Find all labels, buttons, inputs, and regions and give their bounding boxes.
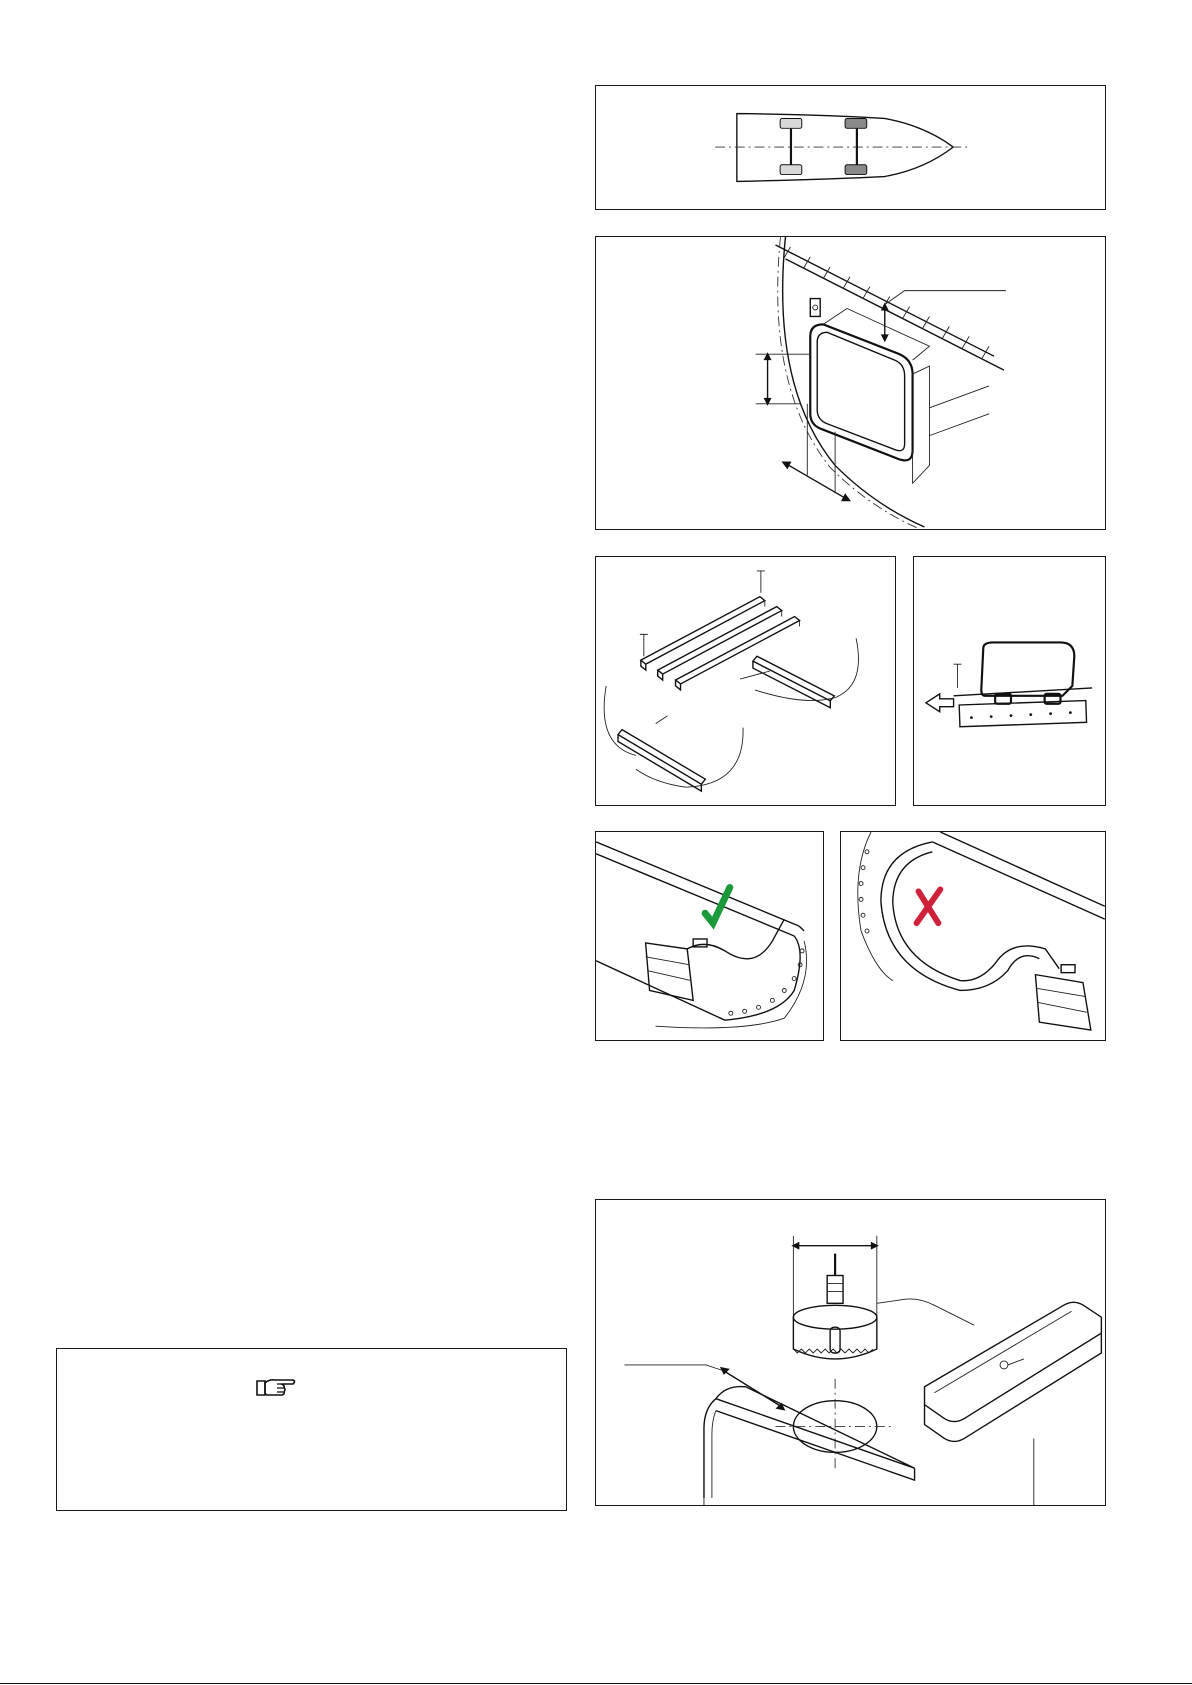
- hull-cutaway-icon: [596, 237, 1105, 529]
- note-box: [56, 1348, 567, 1511]
- hole-saw-figure: [595, 1199, 1106, 1506]
- cross-mark-icon: [917, 889, 941, 923]
- hull-install-figure: [595, 236, 1106, 530]
- wrong-mount-figure: [840, 831, 1106, 1041]
- correct-mount-figure: [595, 831, 824, 1041]
- pointing-hand-icon: [255, 1375, 299, 1399]
- mounting-rails-icon: [596, 557, 895, 805]
- page-footer-rule: [0, 1683, 1192, 1684]
- wrong-mount-view: [841, 832, 1105, 1040]
- boat-top-view-figure: [595, 85, 1106, 210]
- side-mount-figure: [913, 556, 1106, 806]
- hole-saw-icon: [596, 1200, 1105, 1505]
- correct-mount-view: [596, 832, 823, 1040]
- boat-plan-view-icon: [596, 86, 1105, 209]
- side-mount-icon: [914, 557, 1105, 805]
- brackets-figure: [595, 556, 896, 806]
